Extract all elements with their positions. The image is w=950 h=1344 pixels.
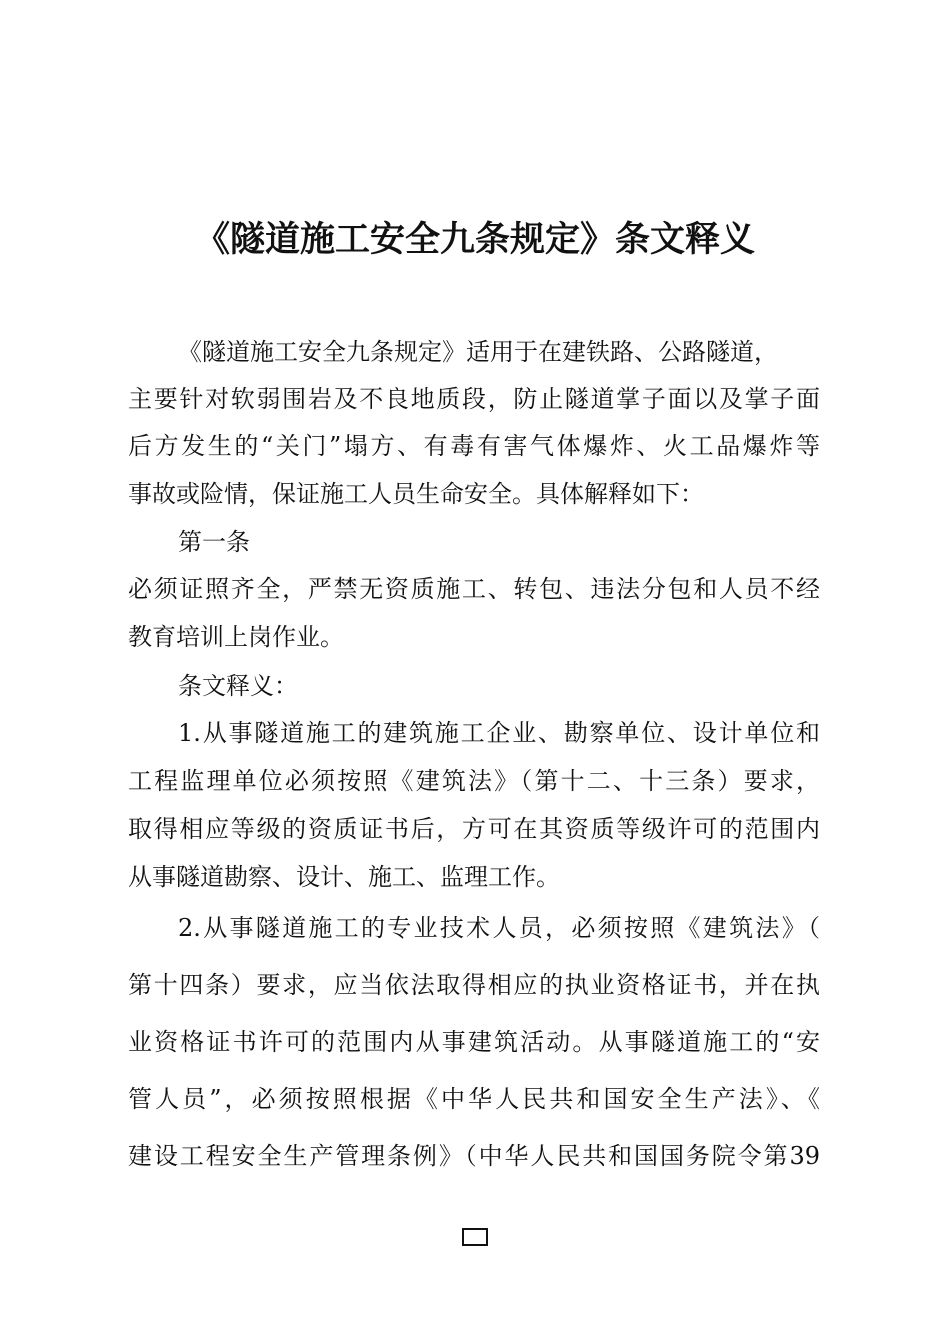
paragraph-line: 从事隧道勘察、设计、施工、监理工作。: [128, 863, 560, 891]
paragraph-line: 第十四条）要求，应当依法取得相应的执业资格证书，并在执: [128, 971, 820, 999]
paragraph-line: 1.从事隧道施工的建筑施工企业、勘察单位、设计单位和: [178, 719, 820, 747]
paragraph-line: 《隧道施工安全九条规定》适用于在建铁路、公路隧道，: [178, 338, 778, 366]
paragraph-line: 2.从事隧道施工的专业技术人员，必须按照《建筑法》（: [178, 914, 820, 942]
paragraph-line: 工程监理单位必须按照《建筑法》（第十二、十三条）要求，: [128, 767, 820, 795]
paragraph-line: 事故或险情，保证施工人员生命安全。具体解释如下：: [128, 480, 704, 508]
paragraph-line: 必须证照齐全，严禁无资质施工、转包、违法分包和人员不经: [128, 575, 820, 603]
article-heading: 第一条: [178, 528, 250, 556]
paragraph-line: 取得相应等级的资质证书后，方可在其资质等级许可的范围内: [128, 815, 820, 843]
paragraph-line: 建设工程安全生产管理条例》（中华人民共和国国务院令第39: [128, 1142, 820, 1170]
document-title: 《隧道施工安全九条规定》条文释义: [194, 220, 755, 260]
page-number-box: [462, 1228, 488, 1246]
paragraph-line: 主要针对软弱围岩及不良地质段，防止隧道掌子面以及掌子面: [128, 385, 820, 413]
paragraph-line: 后方发生的“关门”塌方、有毒有害气体爆炸、火工品爆炸等: [128, 432, 820, 460]
paragraph-line: 业资格证书许可的范围内从事建筑活动。从事隧道施工的“安: [128, 1028, 820, 1056]
paragraph-line: 管人员”，必须按照根据《中华人民共和国安全生产法》、《: [128, 1085, 820, 1113]
paragraph-line: 教育培训上岗作业。: [128, 623, 344, 651]
section-label: 条文释义：: [178, 672, 298, 700]
